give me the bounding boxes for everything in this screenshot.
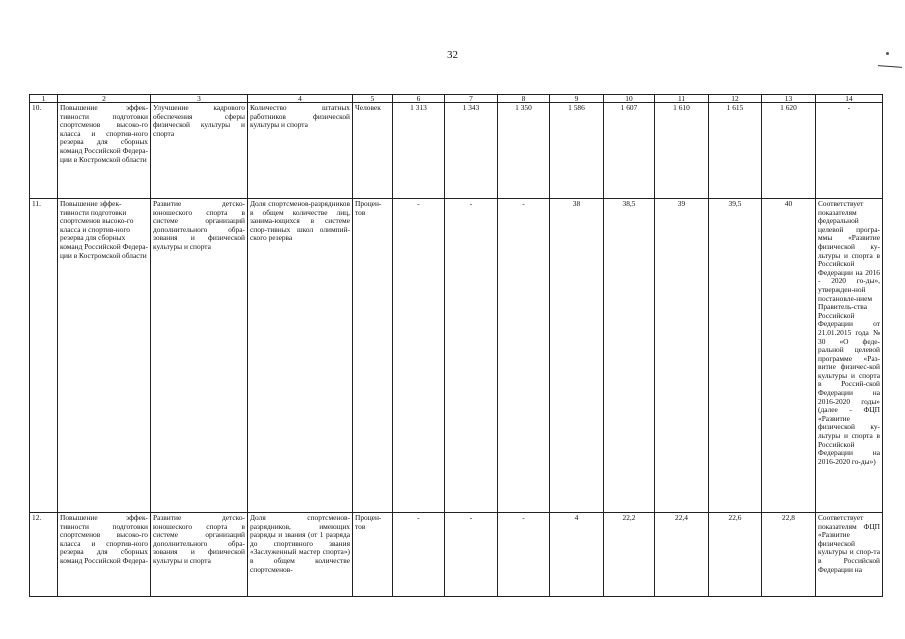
table-row [30,513,883,597]
column-number: 5 [353,95,393,103]
value-cell: - [498,199,550,513]
value-cell: - [498,513,550,597]
value-cell: 1 350 [498,103,550,199]
indicator-cell: Доля спортсменов-разрядников, имеющих разряды и звания (от 1 разряда до спортивного звания «Заслуженный мастер спорта») в общем количестве спортсменов- [248,513,353,597]
row-number: 12. [30,513,58,597]
unit-cell: Человек [353,103,393,199]
value-cell: 22,6 [709,513,762,597]
note-cell: - [816,103,883,199]
table-row [30,103,883,199]
goal-cell: Повышение эффек-тивности подготовки спортсменов высоко-го класса и спортив-ного резерва для сборных команд Российской Федера-ции в Костромской области [58,103,151,199]
unit-cell: Процен-тов [353,513,393,597]
column-number: 7 [445,95,498,103]
row-number: 11. [30,199,58,513]
value-cell: - [445,513,498,597]
table-row [30,199,883,513]
column-number: 13 [762,95,816,103]
column-number: 8 [498,95,550,103]
column-number: 14 [816,95,883,103]
unit-cell: Процен-тов [353,199,393,513]
value-cell: 39,5 [709,199,762,513]
indicator-cell: Доля спортсменов-разрядников в общем количестве лиц, занима-ющихся в системе спор-тивных школ олимпий-ского резерва [248,199,353,513]
column-number: 12 [709,95,762,103]
column-number: 10 [604,95,655,103]
task-cell: Улучшение кадрового обеспечения сферы физической культуры и спорта [151,103,248,199]
page-number: 32 [447,49,458,61]
value-cell: 1 610 [655,103,709,199]
column-number: 3 [151,95,248,103]
value-cell: 1 343 [445,103,498,199]
column-number: 1 [30,95,58,103]
note-cell: Соответствует показателям ФЦП «Развитие физической культуры и спор-та в Российской Федерации на [816,513,883,597]
scan-mark-line [878,65,902,68]
value-cell: 40 [762,199,816,513]
value-cell: 1 620 [762,103,816,199]
value-cell: - [393,513,445,597]
column-number: 4 [248,95,353,103]
indicator-table [29,94,883,597]
value-cell: 38 [550,199,604,513]
column-number: 2 [58,95,151,103]
goal-cell: Повышение эффек-тивности подготовки спортсменов высоко-го класса и спортив-ного резерва для сборных команд Российской Федера-ции в Костромской области [58,199,151,513]
goal-cell: Повышение эффек-тивности подготовки спортсменов высоко-го класса и спортив-ного резерва для сборных команд Российской Федера- [58,513,151,597]
value-cell: 38,5 [604,199,655,513]
row-number: 10. [30,103,58,199]
note-cell: Соответствует показателям федеральной целевой програ-ммы «Развитие физической ку-льтуры и спорта в Российской Федерации на 2016 - 2020 го-ды», утвержден-ной постановле-нием Правитель-ства Российской Федерации от 21.01.2015 года № 30 «О феде-ральной целевой программе «Раз-витие физичес-кой культуры и спорта в Россий-ской Федерации на 2016-2020 годы» (далее - ФЦП «Развитие физической ку-льтуры и спорта в Российской Федерации на 2016-2020 го-ды») [816,199,883,513]
value-cell: 1 607 [604,103,655,199]
value-cell: - [445,199,498,513]
value-cell: 4 [550,513,604,597]
column-number: 11 [655,95,709,103]
value-cell: 22,8 [762,513,816,597]
task-cell: Развитие детско-юношеского спорта в системе организаций дополнительного обра-зования и физической культуры и спорта [151,199,248,513]
scan-mark [886,52,889,55]
indicator-cell: Количество штатных работников физической культуры и спорта [248,103,353,199]
value-cell: 1 615 [709,103,762,199]
column-number: 6 [393,95,445,103]
value-cell: 22,4 [655,513,709,597]
value-cell: 1 313 [393,103,445,199]
value-cell: - [393,199,445,513]
value-cell: 39 [655,199,709,513]
column-number: 9 [550,95,604,103]
value-cell: 1 586 [550,103,604,199]
column-number-row [30,95,883,103]
task-cell: Развитие детско-юношеского спорта в системе организаций дополнительного обра-зования и физической культуры и спорта [151,513,248,597]
value-cell: 22,2 [604,513,655,597]
